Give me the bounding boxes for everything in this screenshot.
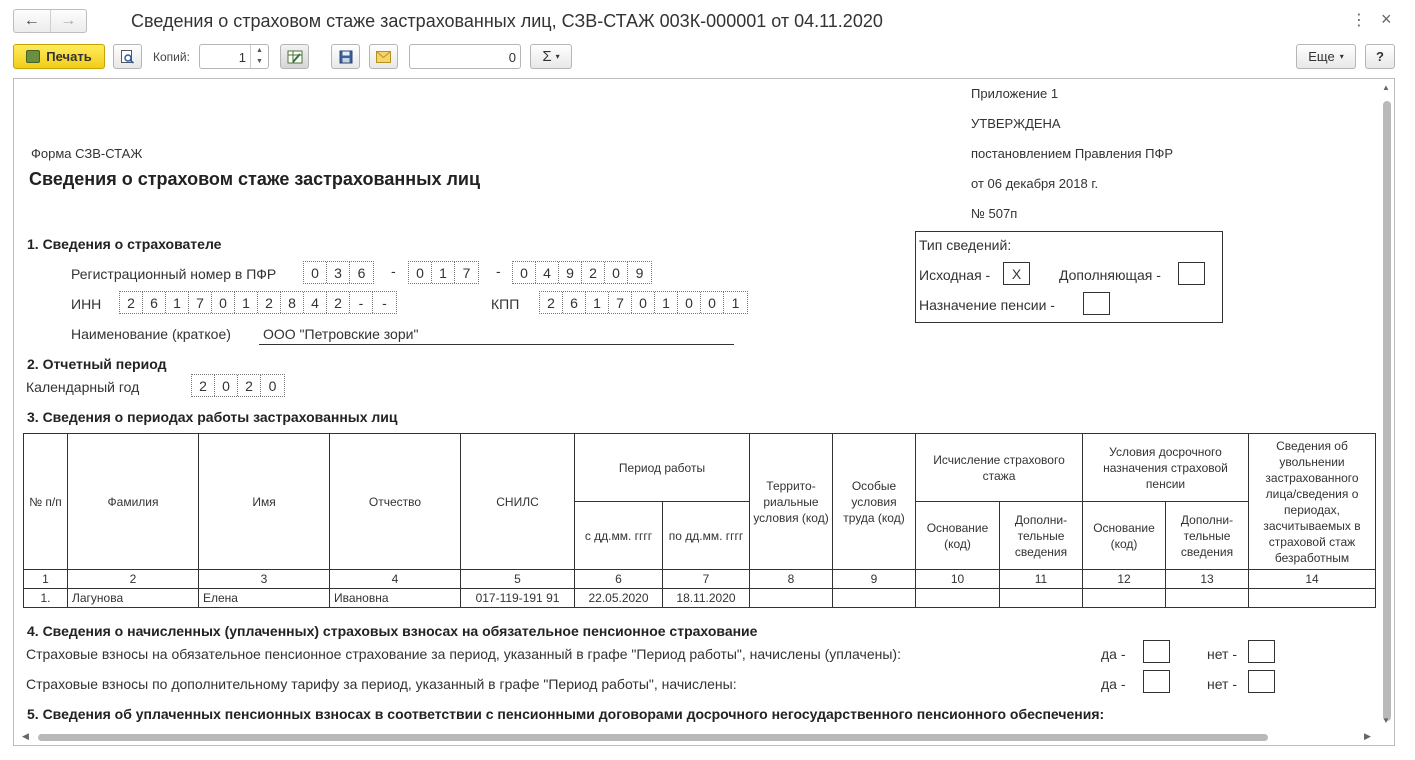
scroll-down-icon[interactable]: ▼ xyxy=(1382,716,1390,725)
form-title: Сведения о страховом стаже застрахованных лиц xyxy=(29,169,481,189)
digit-cell: - xyxy=(382,294,387,311)
header-territorial: Террито- риальные условия (код) xyxy=(750,434,833,570)
header-calc: Исчисление страхового стажа xyxy=(916,434,1083,502)
scroll-right-icon[interactable]: ▶ xyxy=(1364,731,1371,741)
digit-cell: 6 xyxy=(563,292,586,313)
digit-cell: 3 xyxy=(327,262,350,283)
digit-cell: 1 xyxy=(235,292,258,313)
row-calc-extra[interactable] xyxy=(1000,589,1083,608)
header-dismissal: Сведения об увольнении застрахованного лица/сведения о периодах, засчитываемых в страховой стаж безработным xyxy=(1249,434,1376,570)
sum-icon: Σ xyxy=(542,48,552,65)
digit-cell: 9 xyxy=(635,264,644,281)
digit-cell: 2 xyxy=(327,292,350,313)
digit-cell: 0 xyxy=(212,292,235,313)
appendix-line-4: от 06 декабря 2018 г. xyxy=(971,176,1099,191)
help-button[interactable]: ? xyxy=(1365,44,1395,69)
row-calc-basis[interactable] xyxy=(916,589,1000,608)
more-button-label: Еще xyxy=(1308,49,1335,64)
scroll-up-icon[interactable]: ▲ xyxy=(1382,83,1390,92)
yes-label: да - xyxy=(1101,646,1126,662)
header-calc-basis: Основание (код) xyxy=(916,502,1000,570)
spreadsheet-document[interactable] xyxy=(13,78,1395,746)
column-number: 10 xyxy=(916,570,1000,589)
copies-stepper[interactable]: ▲ ▼ xyxy=(250,45,268,68)
column-numbers-row xyxy=(24,570,1376,589)
digit-cell: 1 xyxy=(166,292,189,313)
appendix-line-3: постановлением Правления ПФР xyxy=(971,146,1174,161)
more-menu-icon[interactable]: ⋮ xyxy=(1351,12,1367,29)
vertical-scrollbar[interactable] xyxy=(1380,79,1394,727)
row-name[interactable]: Елена xyxy=(199,589,330,608)
send-email-button[interactable] xyxy=(369,44,398,69)
save-icon xyxy=(339,50,353,64)
row-period-to[interactable]: 18.11.2020 xyxy=(663,589,750,608)
work-periods-table xyxy=(23,433,1376,608)
digit-cell: 1 xyxy=(432,262,455,283)
section4-line-1: Страховые взносы на обязательное пенсионное страхование за период, указанный в графе "Период работы", начислены (уплачены): xyxy=(26,646,901,662)
column-number: 7 xyxy=(663,570,750,589)
window-title: Сведения о страховом стаже застрахованных лиц, СЗВ-СТАЖ 003К-000001 от 04.11.2020 xyxy=(131,11,883,31)
digit-cell: 7 xyxy=(609,292,632,313)
digit-cell: 4 xyxy=(536,262,559,283)
digit-cell: 0 xyxy=(304,262,327,283)
row-special[interactable] xyxy=(833,589,916,608)
row-territorial[interactable] xyxy=(750,589,833,608)
reg-number-label: Регистрационный номер в ПФР xyxy=(71,266,277,282)
appendix-line-5: № 507п xyxy=(971,206,1018,221)
row-early-extra[interactable] xyxy=(1166,589,1249,608)
digit-cell: 2 xyxy=(238,375,261,396)
original-checkbox[interactable]: X xyxy=(1003,262,1030,285)
yes-label: да - xyxy=(1101,676,1126,692)
calendar-year-label: Календарный год xyxy=(26,379,140,395)
table-edit-icon xyxy=(287,50,303,64)
copies-value: 1 xyxy=(238,50,246,65)
edit-mode-button[interactable] xyxy=(280,44,309,69)
horizontal-scrollbar[interactable] xyxy=(14,729,1380,745)
column-number: 5 xyxy=(461,570,575,589)
digit-cell: 1 xyxy=(731,294,740,311)
digit-cell: 0 xyxy=(513,262,536,283)
header-special: Особые условия труда (код) xyxy=(833,434,916,570)
original-label: Исходная - xyxy=(919,267,991,283)
close-icon[interactable]: × xyxy=(1381,9,1392,29)
header-patronymic: Отчество xyxy=(330,434,461,570)
chevron-down-icon: ▾ xyxy=(1339,52,1344,61)
reg-number-group-1 xyxy=(303,261,374,284)
digit-cell: 0 xyxy=(409,262,432,283)
header-period-to: по дд.мм. гггг xyxy=(663,502,750,570)
vertical-scroll-thumb[interactable] xyxy=(1383,101,1391,721)
digit-cell: 0 xyxy=(215,375,238,396)
digit-cell: 9 xyxy=(559,262,582,283)
additional-checkbox[interactable] xyxy=(1178,262,1205,285)
digit-cell: 1 xyxy=(655,292,678,313)
row-surname[interactable]: Лагунова xyxy=(68,589,199,608)
kpp-cells xyxy=(539,291,748,314)
column-number: 8 xyxy=(750,570,833,589)
column-number: 11 xyxy=(1000,570,1083,589)
no-label: нет - xyxy=(1207,646,1238,662)
column-number: 3 xyxy=(199,570,330,589)
yes-checkbox-2[interactable] xyxy=(1143,670,1170,693)
kpp-label: КПП xyxy=(491,296,520,312)
appendix-line-1: Приложение 1 xyxy=(971,86,1059,101)
header-early: Условия досрочного назначения страховой пенсии xyxy=(1083,434,1249,502)
header-num: № п/п xyxy=(24,434,68,570)
digit-cell: 0 xyxy=(268,377,277,394)
info-type-box xyxy=(915,231,1223,323)
row-period-from[interactable]: 22.05.2020 xyxy=(575,589,663,608)
pension-label: Назначение пенсии - xyxy=(919,297,1055,313)
appendix-line-2: УТВЕРЖДЕНА xyxy=(971,116,1061,131)
more-button[interactable] xyxy=(1296,44,1356,69)
section2-title: 2. Отчетный период xyxy=(27,356,167,372)
printer-icon xyxy=(26,50,40,63)
column-number: 13 xyxy=(1166,570,1249,589)
separator: - xyxy=(496,263,501,279)
no-checkbox-1[interactable] xyxy=(1248,640,1275,663)
info-type-title: Тип сведений: xyxy=(919,237,1012,253)
digit-cell: 8 xyxy=(281,292,304,313)
digit-cell: 2 xyxy=(120,292,143,313)
header-period: Период работы xyxy=(575,434,750,502)
no-label: нет - xyxy=(1207,676,1238,692)
row-early-basis[interactable] xyxy=(1083,589,1166,608)
digit-cell: - xyxy=(350,292,373,313)
inn-label: ИНН xyxy=(71,296,102,312)
short-name-label: Наименование (краткое) xyxy=(71,326,231,342)
digit-cell: 2 xyxy=(540,292,563,313)
column-number: 6 xyxy=(575,570,663,589)
digit-cell: 6 xyxy=(357,264,366,281)
print-button-label: Печать xyxy=(46,49,92,64)
envelope-icon xyxy=(376,51,391,63)
reg-number-group-2 xyxy=(408,261,479,284)
header-period-from: с дд.мм. гггг xyxy=(575,502,663,570)
digit-cell: 0 xyxy=(678,292,701,313)
chevron-down-icon: ▾ xyxy=(555,52,560,61)
back-arrow-icon[interactable]: ← xyxy=(23,12,40,29)
section4-line-2: Страховые взносы по дополнительному тарифу за период, указанный в графе "Период работы", начислены: xyxy=(26,676,737,692)
column-number: 9 xyxy=(833,570,916,589)
table-row[interactable] xyxy=(24,589,1376,608)
row-snils[interactable]: 017-119-191 91 xyxy=(461,589,575,608)
short-name-value: ООО "Петровские зори" xyxy=(259,326,734,345)
copies-label: Копий: xyxy=(153,50,190,64)
additional-label: Дополняющая - xyxy=(1059,267,1161,283)
sum-value-field[interactable] xyxy=(409,44,521,69)
digit-cell: 2 xyxy=(258,292,281,313)
row-num[interactable]: 1. xyxy=(24,589,68,608)
header-early-extra: Дополни- тельные сведения xyxy=(1166,502,1249,570)
sum-button[interactable] xyxy=(530,44,572,69)
digit-cell: 7 xyxy=(189,292,212,313)
column-number: 4 xyxy=(330,570,461,589)
column-number: 12 xyxy=(1083,570,1166,589)
column-number: 14 xyxy=(1249,570,1376,589)
pension-checkbox[interactable] xyxy=(1083,292,1110,315)
row-patronymic[interactable]: Ивановна xyxy=(330,589,461,608)
digit-cell: 6 xyxy=(143,292,166,313)
digit-cell: 0 xyxy=(701,292,724,313)
digit-cell: 2 xyxy=(582,262,605,283)
digit-cell: 4 xyxy=(304,292,327,313)
digit-cell: 0 xyxy=(632,292,655,313)
header-calc-extra: Дополни- тельные сведения xyxy=(1000,502,1083,570)
header-name: Имя xyxy=(199,434,330,570)
title-bar xyxy=(0,0,1415,42)
year-cells xyxy=(191,374,285,397)
column-number: 2 xyxy=(68,570,199,589)
preview-icon xyxy=(120,49,135,64)
section4-title: 4. Сведения о начисленных (уплаченных) страховых взносах на обязательное пенсионное страхование xyxy=(27,623,758,639)
digit-cell: 7 xyxy=(462,264,471,281)
forward-arrow-icon[interactable]: → xyxy=(50,10,87,32)
yes-checkbox-1[interactable] xyxy=(1143,640,1170,663)
digit-cell: 0 xyxy=(605,262,628,283)
no-checkbox-2[interactable] xyxy=(1248,670,1275,693)
header-surname: Фамилия xyxy=(68,434,199,570)
toolbar xyxy=(0,42,1415,72)
inn-cells xyxy=(119,291,397,314)
header-snils: СНИЛС xyxy=(461,434,575,570)
form-label: Форма СЗВ-СТАЖ xyxy=(31,146,143,161)
section3-title: 3. Сведения о периодах работы застрахованных лиц xyxy=(27,409,398,425)
section5-title: 5. Сведения об уплаченных пенсионных взносах в соответствии с пенсионными договорами досрочного негосударственного пенсионного обеспечения: xyxy=(27,706,1105,722)
navigation-buttons xyxy=(13,9,87,33)
save-button[interactable] xyxy=(331,44,360,69)
header-early-basis: Основание (код) xyxy=(1083,502,1166,570)
reg-number-group-3 xyxy=(512,261,652,284)
preview-button[interactable] xyxy=(113,44,142,69)
digit-cell: 1 xyxy=(586,292,609,313)
section1-title: 1. Сведения о страхователе xyxy=(27,236,222,252)
row-dismissal[interactable] xyxy=(1249,589,1376,608)
print-button[interactable] xyxy=(13,44,105,69)
scroll-left-icon[interactable]: ◀ xyxy=(22,731,29,741)
digit-cell: 2 xyxy=(192,375,215,396)
sum-value: 0 xyxy=(508,50,516,65)
copies-input[interactable] xyxy=(199,44,269,69)
separator: - xyxy=(391,263,396,279)
horizontal-scroll-thumb[interactable] xyxy=(38,734,1268,741)
column-number: 1 xyxy=(24,570,68,589)
